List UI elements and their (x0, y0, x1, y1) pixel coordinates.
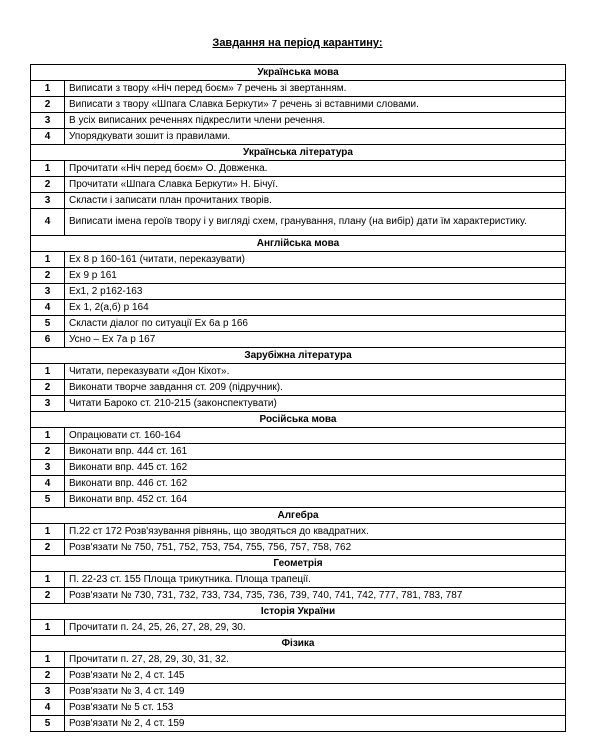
task-number: 1 (31, 572, 65, 588)
task-text: Виписати з твору «Шпага Славка Беркути» 7 речень зі вставними словами. (65, 97, 566, 113)
subject-header-row (31, 556, 566, 572)
task-row (31, 668, 566, 684)
subject-title: Алгебра (31, 508, 566, 524)
task-text: Виконати впр. 446 ст. 162 (65, 476, 566, 492)
task-row (31, 81, 566, 97)
task-text: Упорядкувати зошит із правилами. (65, 129, 566, 145)
task-text: В усіх виписаних реченнях підкреслити члени речення. (65, 113, 566, 129)
task-row (31, 572, 566, 588)
subject-title: Українська література (31, 145, 566, 161)
task-number: 3 (31, 460, 65, 476)
task-number: 2 (31, 380, 65, 396)
subject-header-row (31, 236, 566, 252)
task-text: Прочитати «Шпага Славка Беркути» Н. Бічуї. (65, 177, 566, 193)
subject-header-row (31, 604, 566, 620)
subject-header-row (31, 636, 566, 652)
task-row (31, 129, 566, 145)
task-row (31, 284, 566, 300)
task-text: П.22 ст 172 Розв'язування рівнянь, що зводяться до квадратних. (65, 524, 566, 540)
subject-title: Українська мова (31, 65, 566, 81)
task-number: 2 (31, 268, 65, 284)
task-number: 3 (31, 113, 65, 129)
task-row (31, 364, 566, 380)
task-text: Прочитати «Ніч перед боєм» О. Довженка. (65, 161, 566, 177)
task-row (31, 252, 566, 268)
task-row (31, 652, 566, 668)
task-row (31, 540, 566, 556)
task-number: 4 (31, 476, 65, 492)
task-number: 2 (31, 177, 65, 193)
task-text: Прочитати п. 24, 25, 26, 27, 28, 29, 30. (65, 620, 566, 636)
task-text: Розв'язати № 730, 731, 732, 733, 734, 735, 736, 739, 740, 741, 742, 777, 781, 783, 787 (65, 588, 566, 604)
task-number: 4 (31, 300, 65, 316)
task-row (31, 716, 566, 732)
subject-title: Фізика (31, 636, 566, 652)
subject-header-row (31, 65, 566, 81)
task-text: Виписати імена героїв твору і у вигляді схем, гранування, плану (на вибір) дати їм характеристику. (65, 209, 566, 236)
task-number: 1 (31, 252, 65, 268)
task-row (31, 332, 566, 348)
task-row (31, 588, 566, 604)
task-text: Виконати впр. 452 ст. 164 (65, 492, 566, 508)
task-number: 2 (31, 540, 65, 556)
subject-header-row (31, 412, 566, 428)
task-number: 4 (31, 700, 65, 716)
subject-title: Історія України (31, 604, 566, 620)
assignments-table-body (31, 65, 566, 732)
task-row (31, 476, 566, 492)
task-row (31, 113, 566, 129)
task-row (31, 684, 566, 700)
task-row (31, 300, 566, 316)
task-row (31, 524, 566, 540)
task-text: Ex1, 2 p162-163 (65, 284, 566, 300)
task-text: Розв'язати № 2, 4 ст. 159 (65, 716, 566, 732)
task-number: 3 (31, 284, 65, 300)
task-number: 1 (31, 364, 65, 380)
task-number: 5 (31, 316, 65, 332)
task-row (31, 193, 566, 209)
task-text: Читати, переказувати «Дон Кіхот». (65, 364, 566, 380)
task-row (31, 316, 566, 332)
task-number: 2 (31, 444, 65, 460)
task-row (31, 700, 566, 716)
task-row (31, 97, 566, 113)
task-number: 5 (31, 492, 65, 508)
task-row (31, 177, 566, 193)
subject-header-row (31, 348, 566, 364)
task-row (31, 460, 566, 476)
subject-header-row (31, 508, 566, 524)
task-text: Усно – Ex 7a p 167 (65, 332, 566, 348)
task-number: 4 (31, 209, 65, 236)
task-number: 2 (31, 588, 65, 604)
subject-title: Російська мова (31, 412, 566, 428)
task-text: Опрацювати ст. 160-164 (65, 428, 566, 444)
task-text: Розв'язати № 2, 4 ст. 145 (65, 668, 566, 684)
subject-title: Зарубіжна література (31, 348, 566, 364)
task-text: Розв'язати № 5 ст. 153 (65, 700, 566, 716)
task-number: 6 (31, 332, 65, 348)
task-text: Ex 9 p 161 (65, 268, 566, 284)
task-number: 5 (31, 716, 65, 732)
task-number: 3 (31, 684, 65, 700)
assignments-table (30, 64, 566, 732)
task-row (31, 492, 566, 508)
task-number: 4 (31, 129, 65, 145)
task-row (31, 268, 566, 284)
task-number: 1 (31, 161, 65, 177)
task-row (31, 396, 566, 412)
task-number: 3 (31, 193, 65, 209)
task-text: Виконати впр. 445 ст. 162 (65, 460, 566, 476)
subject-header-row (31, 145, 566, 161)
task-number: 1 (31, 652, 65, 668)
task-text: Ex 8 p 160-161 (читати, переказувати) (65, 252, 566, 268)
task-number: 1 (31, 620, 65, 636)
task-text: Розв'язати № 3, 4 ст. 149 (65, 684, 566, 700)
task-text: Розв'язати № 750, 751, 752, 753, 754, 755, 756, 757, 758, 762 (65, 540, 566, 556)
task-text: Ex 1, 2(а,б) p 164 (65, 300, 566, 316)
task-row (31, 380, 566, 396)
page-title: Завдання на період карантину: (212, 37, 383, 49)
task-text: Виконати творче завдання ст. 209 (підручник). (65, 380, 566, 396)
task-row (31, 209, 566, 236)
task-number: 3 (31, 396, 65, 412)
task-text: Скласти і записати план прочитаних творів. (65, 193, 566, 209)
task-text: Читати Бароко ст. 210-215 (законспектувати) (65, 396, 566, 412)
task-text: П. 22-23 ст. 155 Площа трикутника. Площа трапеції. (65, 572, 566, 588)
task-text: Прочитати п. 27, 28, 29, 30, 31, 32. (65, 652, 566, 668)
task-text: Скласти діалог по ситуації Ex 6a p 166 (65, 316, 566, 332)
task-row (31, 620, 566, 636)
task-number: 2 (31, 97, 65, 113)
task-row (31, 161, 566, 177)
task-text: Виконати впр. 444 ст. 161 (65, 444, 566, 460)
task-number: 1 (31, 524, 65, 540)
task-row (31, 444, 566, 460)
task-row (31, 428, 566, 444)
task-text: Виписати з твору «Ніч перед боєм» 7 речень зі звертанням. (65, 81, 566, 97)
task-number: 1 (31, 81, 65, 97)
subject-title: Англійська мова (31, 236, 566, 252)
subject-title: Геометрія (31, 556, 566, 572)
task-number: 1 (31, 428, 65, 444)
task-number: 2 (31, 668, 65, 684)
